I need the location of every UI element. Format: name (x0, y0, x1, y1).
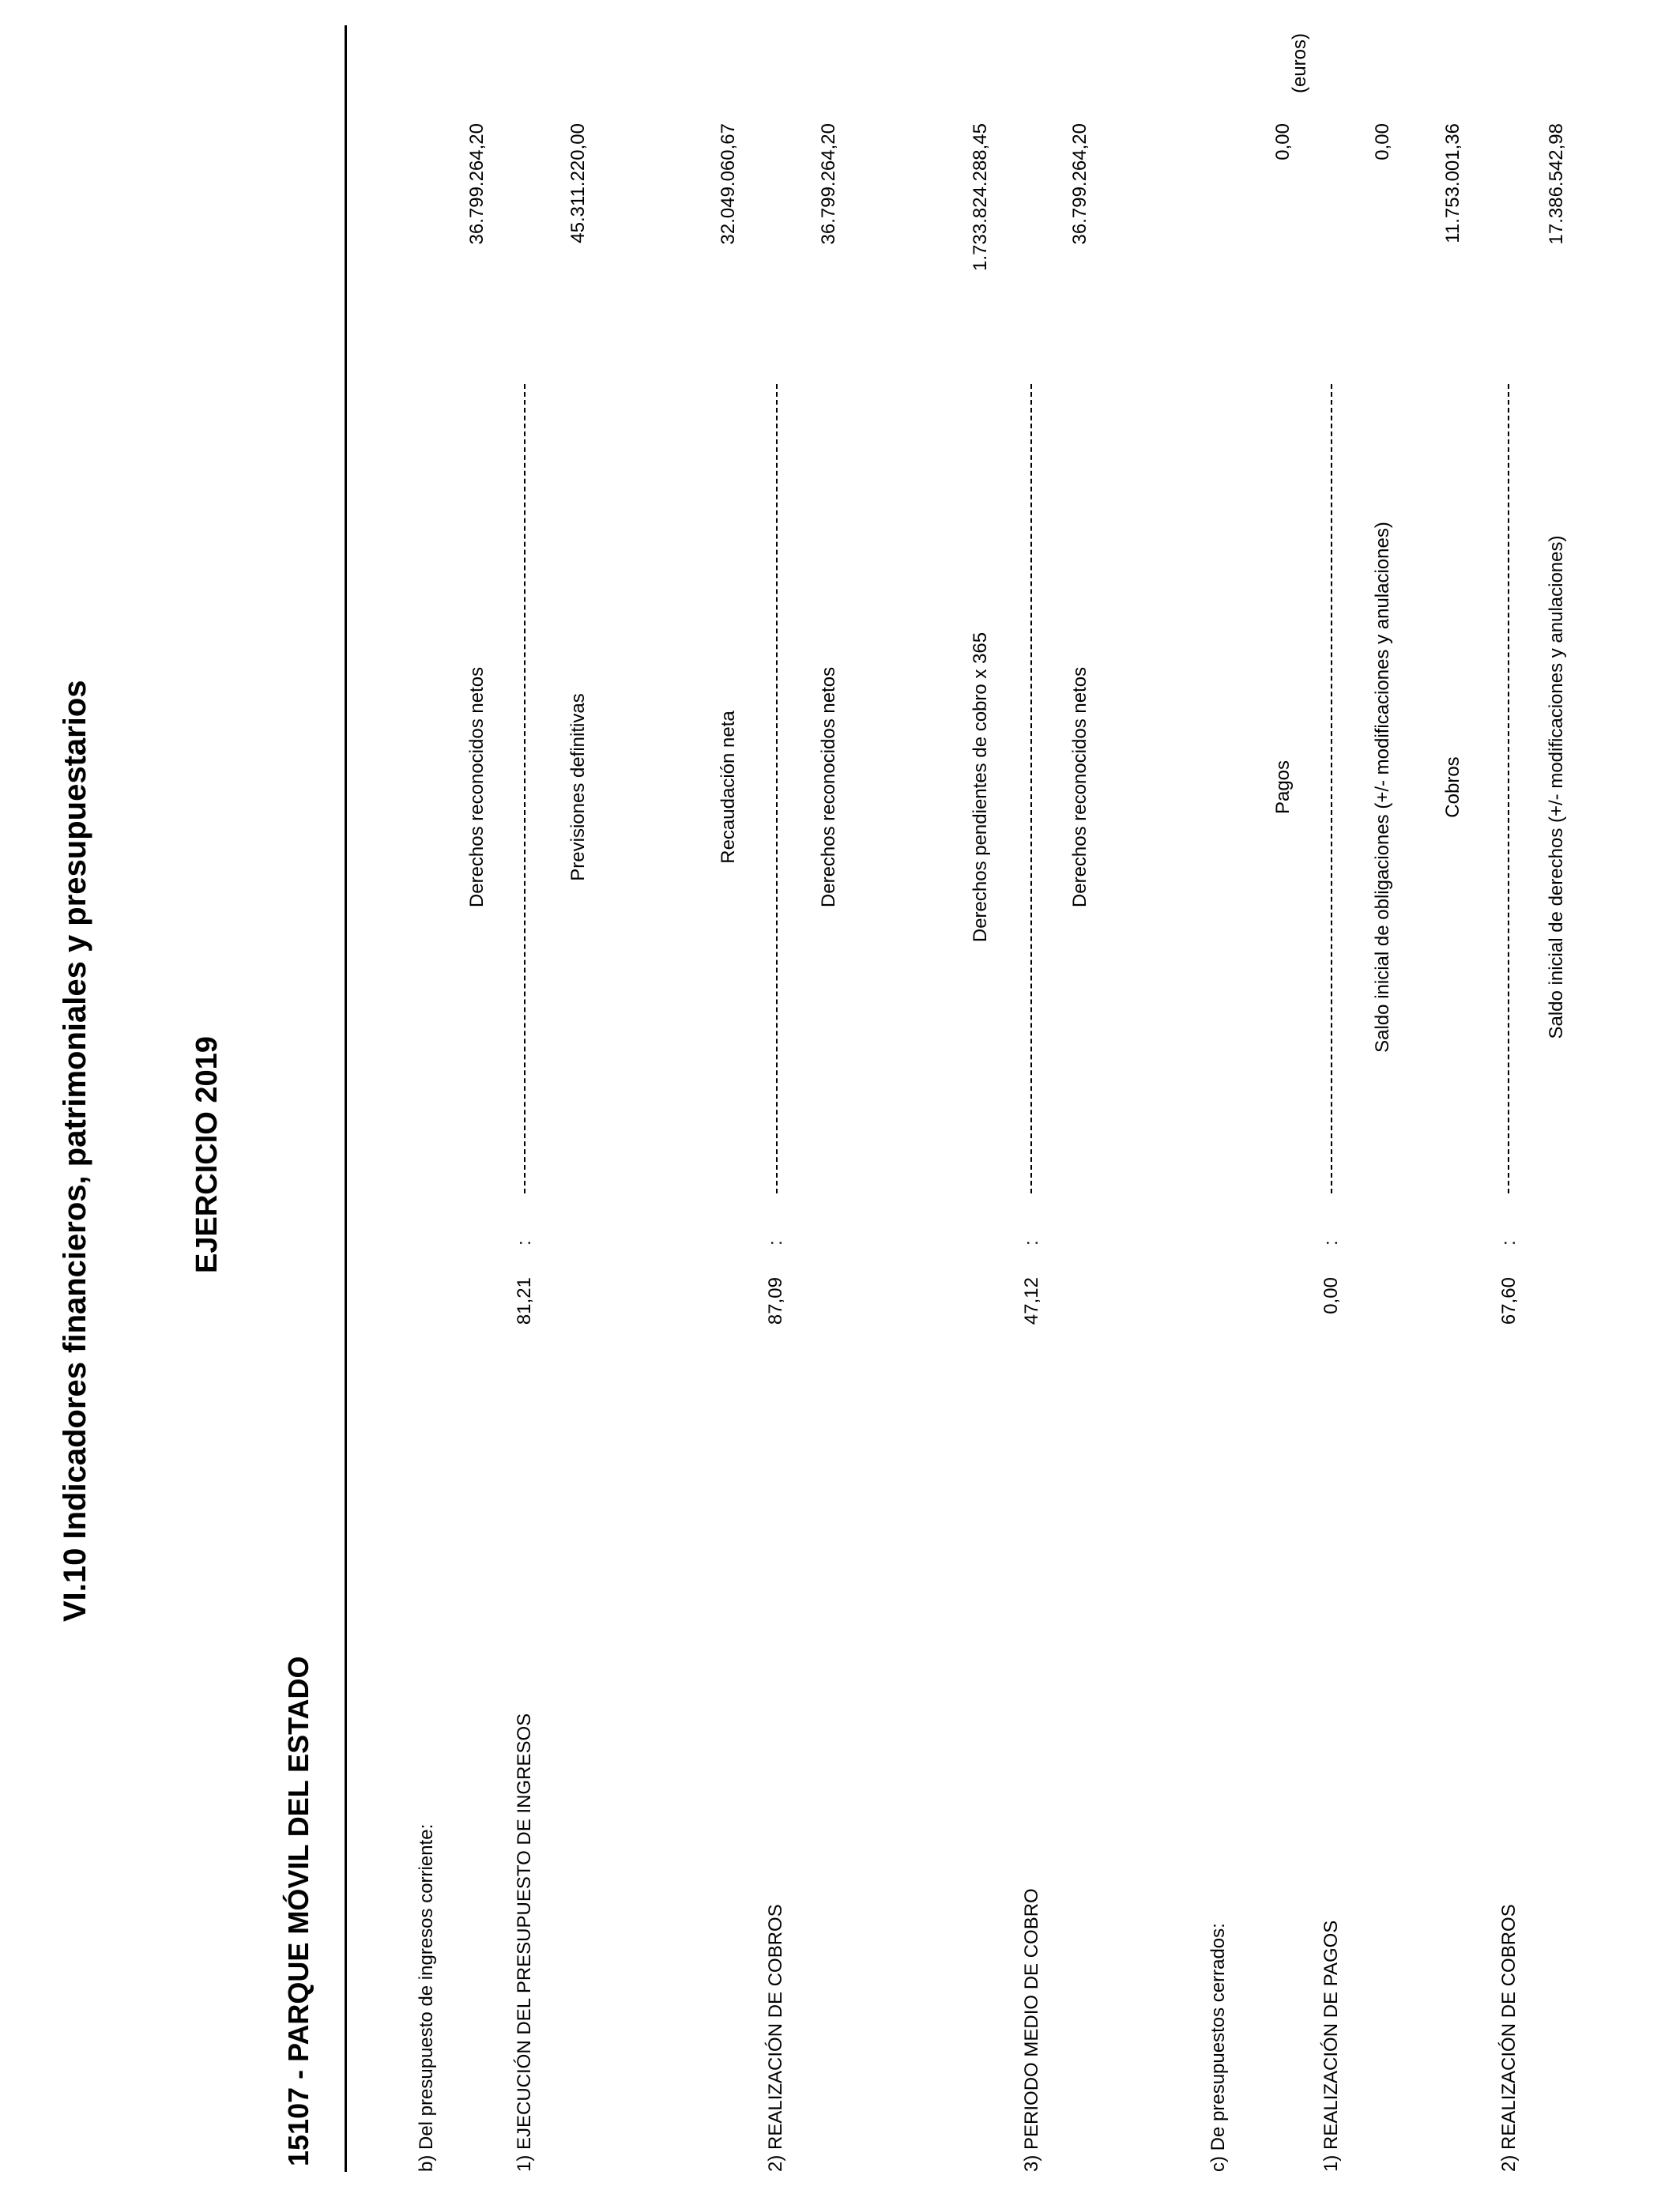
numerator-value: 11.753.001,36 (1442, 123, 1463, 243)
indicator-label: 1) EJECUCIÓN DEL PRESUPUESTO DE INGRESOS (514, 1713, 535, 2172)
section-b-heading: b) Del presupuesto de ingresos corriente: (416, 1823, 437, 2172)
indicator-value: 47,12 (1021, 1277, 1042, 1325)
colon-separator: : (1320, 1240, 1342, 1246)
denominator-value: 36.799.264,20 (1069, 123, 1090, 245)
numerator-value: 1.733.824.288,45 (970, 123, 991, 271)
fraction-line (1030, 384, 1032, 1193)
fraction-line (524, 384, 525, 1193)
denominator-value: 45.311.220,00 (567, 123, 589, 243)
numerator-value: 36.799.264,20 (466, 123, 488, 245)
indicator-value: 0,00 (1320, 1277, 1342, 1314)
colon-separator: : (1498, 1240, 1520, 1246)
indicator-label: 3) PERIODO MEDIO DE COBRO (1021, 1888, 1042, 2172)
section-c-heading: c) De presupuestos cerrados: (1207, 1923, 1229, 2172)
fraction-line (1508, 384, 1509, 1193)
indicator-label: 2) REALIZACIÓN DE COBROS (1498, 1904, 1520, 2172)
colon-separator: : (765, 1240, 786, 1246)
numerator-label: Cobros (1442, 756, 1463, 818)
indicator-value: 87,09 (765, 1277, 786, 1325)
denominator-label: Derechos reconocidos netos (1069, 666, 1090, 908)
denominator-label: Saldo inicial de obligaciones (+/- modificaciones y anulaciones) (1372, 522, 1393, 1053)
exercise-heading: EJERCICIO 2019 (190, 1036, 224, 1273)
denominator-value: 17.386.542,98 (1546, 123, 1567, 245)
denominator-value: 36.799.264,20 (818, 123, 839, 245)
numerator-label: Recaudación neta (718, 711, 739, 864)
numerator-label: Derechos reconocidos netos (466, 666, 488, 908)
denominator-label: Previsiones definitivas (567, 693, 589, 881)
page-title: VI.10 Indicadores financieros, patrimoniales y presupuestarios (58, 680, 92, 1622)
numerator-label: Derechos pendientes de cobro x 365 (970, 631, 991, 943)
entity-name: 15107 - PARQUE MÓVIL DEL ESTADO (282, 1656, 315, 2166)
indicator-value: 81,21 (514, 1277, 535, 1325)
fraction-line (776, 384, 778, 1193)
denominator-label: Derechos reconocidos netos (818, 666, 839, 908)
indicator-value: 67,60 (1498, 1277, 1520, 1325)
denominator-label: Saldo inicial de derechos (+/- modificaciones y anulaciones) (1546, 535, 1567, 1039)
indicator-label: 1) REALIZACIÓN DE PAGOS (1320, 1920, 1342, 2172)
numerator-value: 0,00 (1272, 123, 1294, 160)
numerator-value: 32.049.060,67 (718, 123, 739, 245)
fraction-line (1331, 384, 1332, 1193)
header-rule (345, 25, 347, 2172)
denominator-value: 0,00 (1372, 123, 1393, 160)
colon-separator: : (514, 1240, 535, 1246)
numerator-label: Pagos (1272, 760, 1294, 815)
colon-separator: : (1021, 1240, 1042, 1246)
units-label: (euros) (1289, 32, 1310, 93)
indicator-label: 2) REALIZACIÓN DE COBROS (765, 1904, 786, 2172)
